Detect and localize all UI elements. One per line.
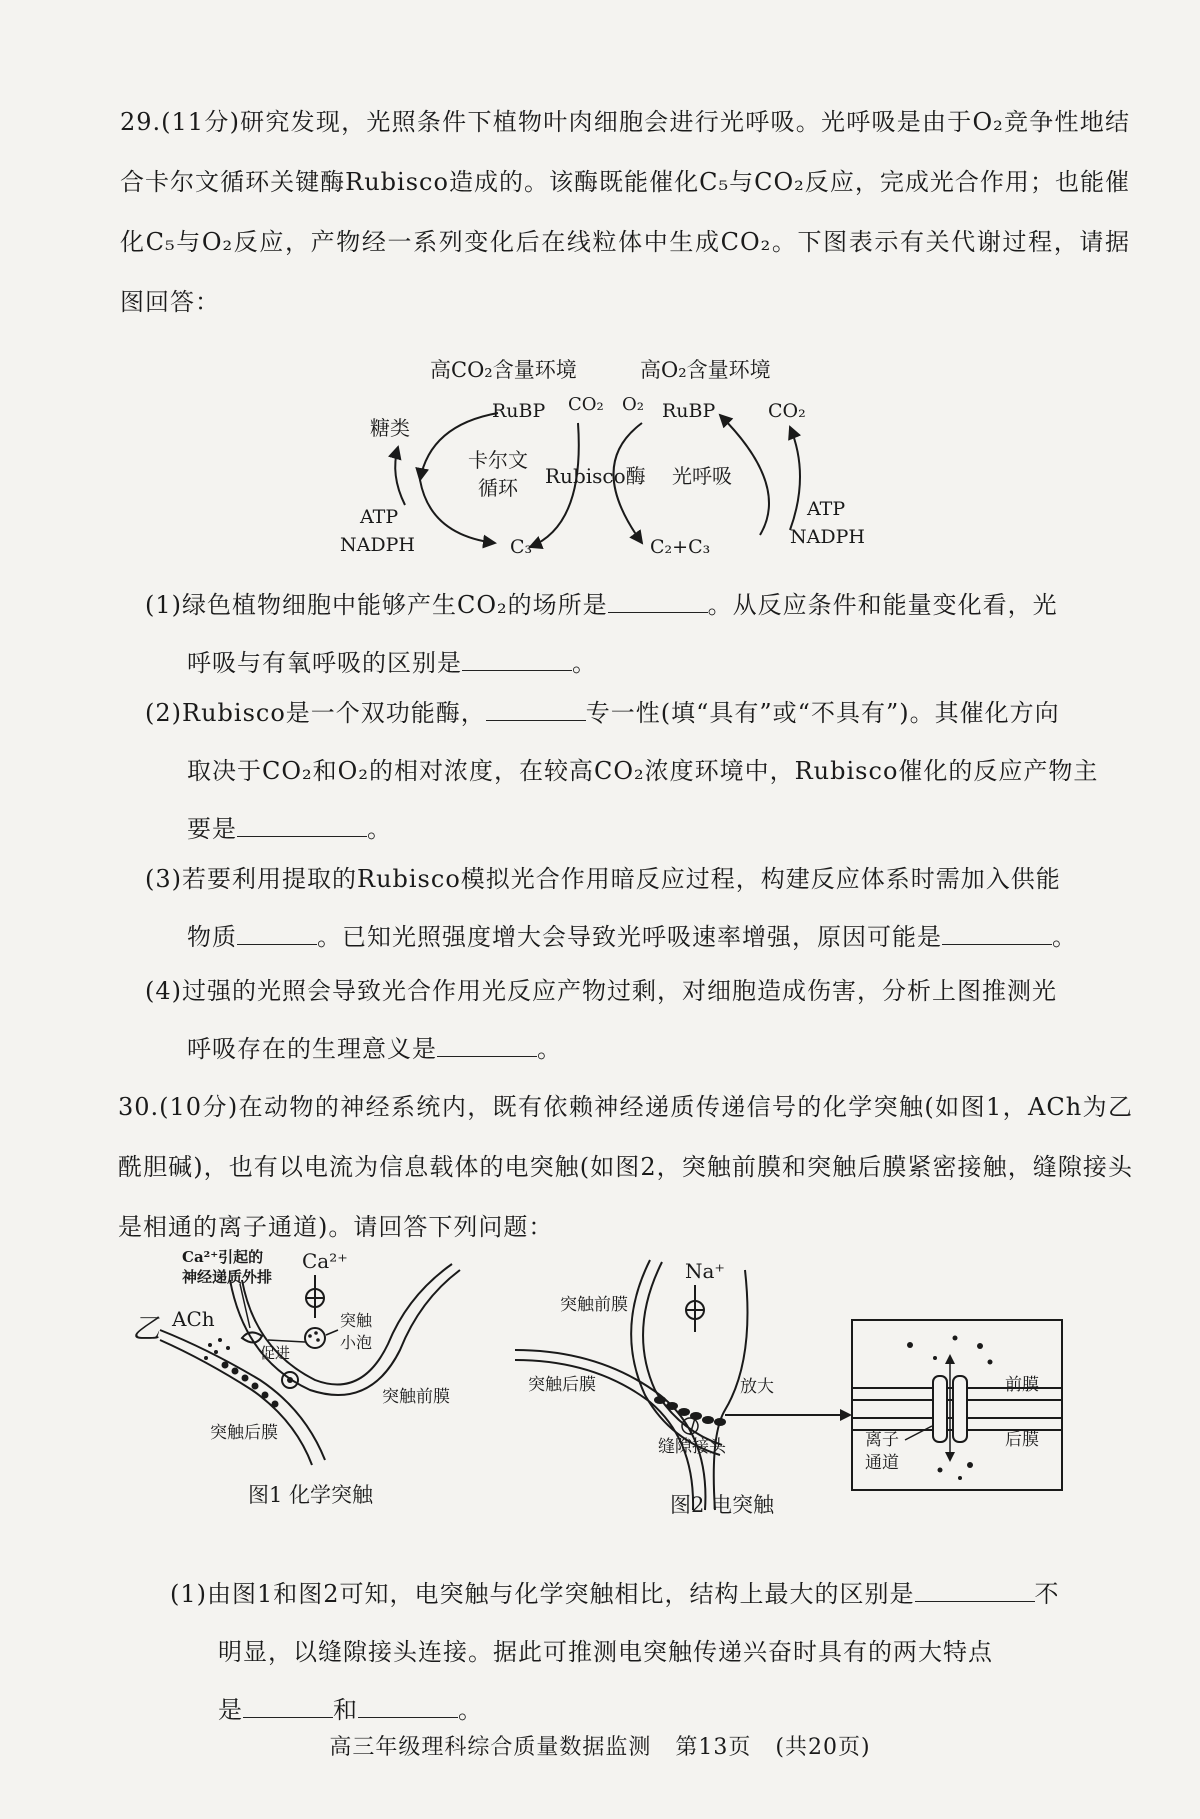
fig1-ca: Ca²⁺: [302, 1249, 348, 1273]
q29-s2-text-e: 。: [367, 815, 392, 843]
calvin-photorespiration-diagram: [320, 355, 880, 570]
label-photorespiration: 光呼吸: [672, 464, 732, 488]
fig2-na-channel-icon: [686, 1285, 704, 1332]
footer-total: (共20页): [775, 1735, 871, 1760]
q29-s4-text-a: (4)过强的光照会导致光合作用光反应产物过剩，对细胞造成伤害，分析上图推测光: [145, 977, 1057, 1005]
q30-sub1: [170, 1565, 1130, 1739]
label-high-o2: 高O₂含量环境: [640, 358, 771, 382]
label-rubp-left: RuBP: [492, 400, 546, 422]
q30-intro: 30.(10分)在动物的神经系统内，既有依赖神经递质传递信号的化学突触(如图1，ACh为乙酰胆碱)，也有以电流为信息载体的电突触(如图2，突触前膜和突触后膜紧密接触，缝隙接头是相通的离子通道)。请回答下列问题：: [118, 1093, 1133, 1241]
label-enzyme: Rubisco酶: [545, 464, 646, 488]
label-rubp-right: RuBP: [662, 400, 716, 422]
q29-s2-text-d: 要是: [187, 815, 237, 843]
q29-s3-text-d: 。: [1052, 923, 1077, 951]
q29-s1-text-c: 呼吸与有氧呼吸的区别是: [187, 649, 462, 677]
fig1-ca-channel-icon: [306, 1275, 324, 1318]
q29-s3-text-b: 物质: [187, 923, 237, 951]
label-atp-right: ATP: [807, 498, 846, 520]
q29-sub3: [145, 850, 1135, 966]
fig2-caption: 图2 电突触: [670, 1493, 775, 1517]
answer-blank[interactable]: [915, 1577, 1035, 1602]
q30-s1-text-a: (1)由图1和图2可知，电突触与化学突触相比，结构上最大的区别是: [170, 1580, 915, 1608]
handwritten-mark: 乙: [132, 1312, 161, 1345]
fig2-enlarge: 放大: [740, 1377, 774, 1397]
label-nadph-left: NADPH: [340, 534, 415, 556]
q29-s1-text-a: (1)绿色植物细胞中能够产生CO₂的场所是: [145, 591, 608, 619]
fig1-chemical-synapse: [130, 1240, 510, 1524]
q29-sub1: [145, 576, 1135, 692]
answer-blank[interactable]: [237, 812, 367, 837]
fig1-vesicle-2: 小泡: [340, 1333, 373, 1352]
answer-blank[interactable]: [486, 696, 586, 721]
fig1-ca-label-1: Ca²⁺引起的: [182, 1248, 264, 1266]
fig2-pre: 突触前膜: [560, 1295, 628, 1315]
fig1-ach: ACh: [172, 1307, 215, 1331]
fig2-channel-2: 通道: [865, 1453, 899, 1473]
q29-sub4: [145, 962, 1135, 1078]
fig1-post: 突触后膜: [210, 1423, 278, 1443]
q30-s1-text-b: 不: [1034, 1580, 1060, 1608]
label-atp-left: ATP: [360, 506, 399, 528]
fig2-postsynaptic-membrane: [515, 1350, 705, 1510]
label-c3-left: C₃: [510, 536, 533, 558]
fig1-receptors: [222, 1362, 279, 1408]
page-footer: [0, 1730, 1200, 1761]
q29-s2-text-a: (2)Rubisco是一个双功能酶，: [145, 699, 486, 727]
q30-s1-text-c: 明显，以缝隙接头连接。据此可推测电突触传递兴奋时具有的两大特点: [218, 1638, 993, 1666]
label-high-co2: 高CO₂含量环境: [430, 358, 577, 382]
q29-intro: 29.(11分)研究发现，光照条件下植物叶肉细胞会进行光呼吸。光呼吸是由于O₂竞争性地结合卡尔文循环关键酶Rubisco造成的。该酶既能催化C₅与CO₂反应，完成光合作用；也能催化C₅与O₂反应，产物经一系列变化后在线粒体中生成CO₂。下图表示有关代谢过程，请据图回答：: [120, 108, 1130, 316]
answer-blank[interactable]: [237, 920, 317, 945]
q30-s1-text-d: 是: [218, 1696, 243, 1724]
fig2-electrical-synapse: [510, 1250, 1070, 1534]
fig1-caption: 图1 化学突触: [248, 1483, 374, 1507]
fig1-pre: 突触前膜: [382, 1387, 450, 1407]
q29-sub2: [145, 684, 1135, 858]
fig2-gap: 缝隙接头: [658, 1437, 726, 1457]
fig1-vesicle-leader: [326, 1330, 338, 1335]
answer-blank[interactable]: [243, 1693, 333, 1718]
fig1-promote-arrow: [268, 1340, 305, 1342]
co2-out-arrow: [790, 427, 800, 530]
q29-s4-text-b: 呼吸存在的生理意义是: [187, 1035, 437, 1063]
q29-s3-text-c: 。已知光照强度增大会导致光呼吸速率增强，原因可能是: [317, 923, 942, 951]
label-nadph-right: NADPH: [790, 526, 865, 548]
footer-title: 高三年级理科综合质量数据监测: [329, 1735, 652, 1760]
label-co2-right: CO₂: [768, 400, 806, 422]
label-o2-right: O₂: [622, 394, 644, 415]
fig2-channel-1: 离子: [865, 1430, 899, 1450]
q29-diagram: [320, 355, 880, 574]
label-calvin-1: 卡尔文: [468, 448, 528, 472]
fig1-ca-label-2: 神经递质外排: [182, 1268, 273, 1286]
q29-s1-text-b: 。从反应条件和能量变化看，光: [707, 591, 1058, 619]
q30-s1-text-f: 。: [458, 1696, 483, 1724]
footer-page: 第13页: [675, 1735, 752, 1760]
label-sugar: 糖类: [370, 416, 410, 440]
fig2-post: 突触后膜: [528, 1375, 596, 1395]
fig2-na: Na⁺: [685, 1259, 725, 1283]
fig2-channel-leader: [905, 1426, 932, 1440]
fig2-box-pre: 前膜: [1005, 1375, 1039, 1395]
electrical-synapse-svg: [510, 1250, 1070, 1530]
q30-s1-text-e: 和: [333, 1696, 358, 1724]
fig1-promote: 促进: [260, 1344, 291, 1362]
label-c2c3: C₂+C₃: [650, 536, 711, 558]
q29-s4-text-c: 。: [537, 1035, 562, 1063]
answer-blank[interactable]: [358, 1693, 458, 1718]
q29-s2-text-b: 专一性(填“具有”或“不具有”)。其催化方向: [585, 699, 1060, 727]
label-co2-left: CO₂: [568, 394, 604, 415]
answer-blank[interactable]: [608, 588, 708, 613]
q29-s2-text-c: 取决于CO₂和O₂的相对浓度，在较高CO₂浓度环境中，Rubisco催化的反应产物主: [187, 757, 1099, 785]
fig2-enlarge-arrowhead-icon: [840, 1409, 852, 1421]
fig2-box-post: 后膜: [1005, 1430, 1039, 1450]
sugar-arrow: [395, 447, 405, 505]
q29-s3-text-a: (3)若要利用提取的Rubisco模拟光合作用暗反应过程，构建反应体系时需加入供能: [145, 865, 1061, 893]
answer-blank[interactable]: [437, 1032, 537, 1057]
fig2-ion-channel-icon: [933, 1354, 967, 1462]
answer-blank[interactable]: [942, 920, 1052, 945]
answer-blank[interactable]: [462, 646, 572, 671]
chemical-synapse-svg: [130, 1240, 510, 1520]
q29-s1-text-d: 。: [572, 649, 597, 677]
fig1-vesicle-1: 突触: [340, 1311, 373, 1330]
label-calvin-2: 循环: [478, 476, 518, 500]
